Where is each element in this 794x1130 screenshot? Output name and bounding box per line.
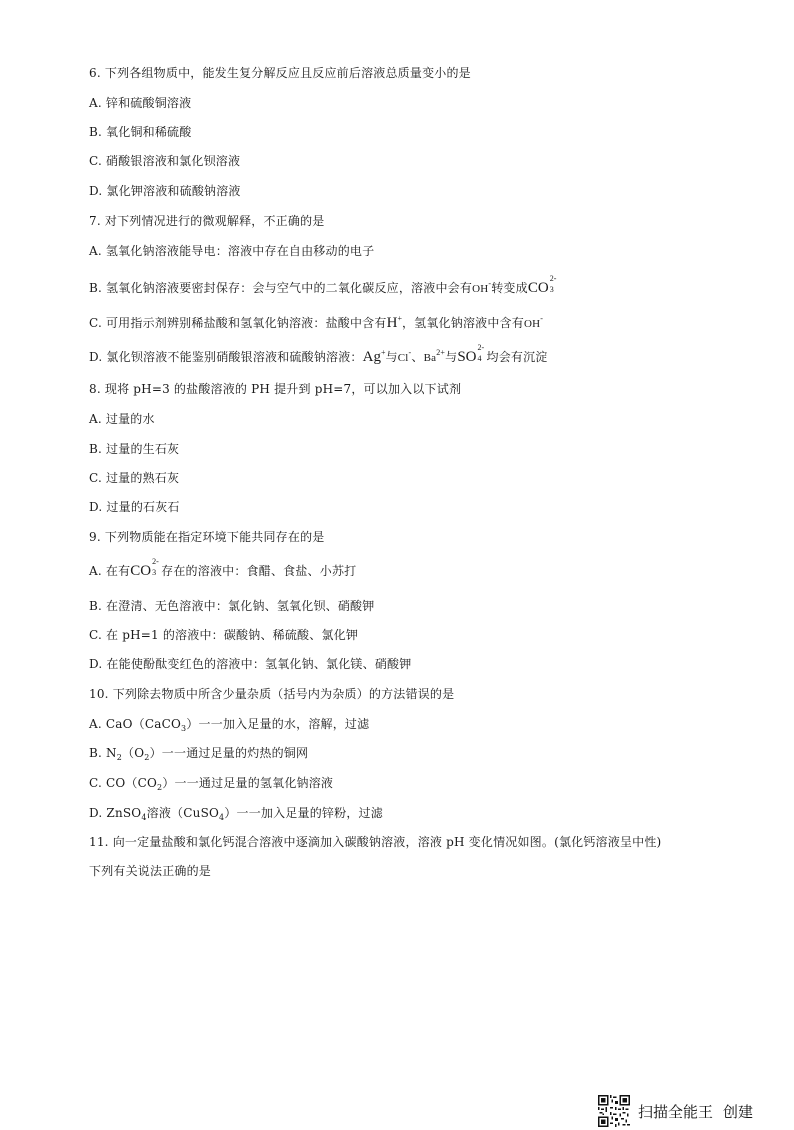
hydrogen-ion-formula: H+ xyxy=(386,314,402,331)
q9-option-a xyxy=(89,557,357,579)
q7-b-text-mid: 转变成 xyxy=(491,281,528,295)
watermark-app-name: 扫描全能王 xyxy=(638,1102,714,1121)
q7-stem: 7. 对下列情况进行的微观解释，不正确的是 xyxy=(89,214,325,228)
q8-option-c: C. 过量的熟石灰 xyxy=(89,471,180,485)
q10-option-a: A. CaO（CaCO$_3$）一一加入足量的水，溶解，过滤 xyxy=(89,717,370,733)
q7-option-d: D. 氯化钡溶液不能鉴别硝酸银溶液和硫酸钠溶液：Ag+与Cl-、$Ba^{2+}$与SO 2- 4 均会有沉淀 xyxy=(89,343,548,365)
q8-option-a: A. 过量的水 xyxy=(89,412,155,426)
watermark-label xyxy=(638,1101,753,1122)
sulfate-ion-formula: SO 2- 4 xyxy=(457,343,485,365)
silver-ion-formula: Ag+ xyxy=(362,348,386,365)
q6-option-c: C. 硝酸银溶液和氯化钡溶液 xyxy=(89,154,241,168)
q10-option-b: B. $N_2(O_2)$一一通过足量的灼热的铜网 xyxy=(89,746,309,762)
hydroxide-formula: OH- xyxy=(472,279,492,295)
q9-option-b: B. 在澄清、无色溶液中：氯化钠、氢氧化钡、硝酸钾 xyxy=(89,599,375,613)
q7-option-a: A. 氢氧化钠溶液能导电：溶液中存在自由移动的电子 xyxy=(89,244,375,258)
q7-c-text-pre: C. 可用指示剂辨别稀盐酸和氢氧化钠溶液：盐酸中含有 xyxy=(89,316,387,330)
q6-option-d: D. 氯化钾溶液和硫酸钠溶液 xyxy=(89,184,241,198)
q9-stem: 9. 下列物质能在指定环境下能共同存在的是 xyxy=(89,530,325,544)
chloride-ion-formula: Cl- xyxy=(397,348,412,364)
q7-b-text-pre: B. 氢氧化钠溶液要密封保存：会与空气中的二氧化碳反应，溶液中会有 xyxy=(89,281,473,295)
q6-stem: 6. 下列各组物质中，能发生复分解反应且反应前后溶液总质量变小的是 xyxy=(89,66,471,80)
q9-option-c: C. 在 pH=1 的溶液中：碳酸钠、稀硫酸、氯化钾 xyxy=(89,628,359,642)
q7-c-text-mid: ，氢氧化钠溶液中含有 xyxy=(401,316,524,330)
q8-option-d: D. 过量的石灰石 xyxy=(89,500,180,514)
scanner-watermark xyxy=(598,1092,753,1130)
q9-a-text-post: 存在的溶液中：食醋、食盐、小苏打 xyxy=(161,564,357,578)
q10-option-c: C. $CO(CO_2)$一一通过足量的氢氧化钠溶液 xyxy=(89,776,334,792)
q9-option-d: D. 在能使酚酞变红色的溶液中：氢氧化钠、氯化镁、硝酸钾 xyxy=(89,657,412,671)
barium-ion-formula: $Ba^{2+}$ xyxy=(423,348,446,364)
q9-a-text-pre: A. 在有 xyxy=(89,564,131,578)
q10-option-d: D. ZnSO$_4$溶液（CuSO$_4$）一一加入足量的锌粉，过滤 xyxy=(89,806,383,822)
carbonate-formula: CO 2- 3 xyxy=(130,557,159,579)
q6-option-b: B. 氧化铜和稀硫酸 xyxy=(89,125,192,139)
carbonate-formula: CO 2- 3 xyxy=(527,274,557,296)
q8-option-b: B. 过量的生石灰 xyxy=(89,442,180,456)
q6-option-a: A. 锌和硫酸铜溶液 xyxy=(89,96,192,110)
q11-stem-line1: 11. 向一定量盐酸和氯化钙混合溶液中逐滴加入碳酸钠溶液，溶液 pH 变化情况如图。(氯化钙溶液呈中性) xyxy=(89,835,662,849)
q7-d-text-post: 均会有沉淀 xyxy=(486,350,548,364)
q8-stem: 8. 现将 pH=3 的盐酸溶液的 PH 提升到 pH=7，可以加入以下试剂 xyxy=(89,382,462,396)
q10-stem: 10. 下列除去物质中所含少量杂质（括号内为杂质）的方法错误的是 xyxy=(89,687,455,701)
q11-stem-line2: 下列有关说法正确的是 xyxy=(89,864,212,878)
q7-option-b xyxy=(89,276,559,297)
q7-d-text-pre: D. 氯化钡溶液不能鉴别硝酸银溶液和硫酸钠溶液： xyxy=(89,350,363,364)
watermark-action: 创建 xyxy=(723,1102,754,1121)
q7-option-c xyxy=(89,311,543,332)
hydroxide-formula: OH- xyxy=(523,314,544,330)
qr-code-icon xyxy=(598,1095,630,1127)
